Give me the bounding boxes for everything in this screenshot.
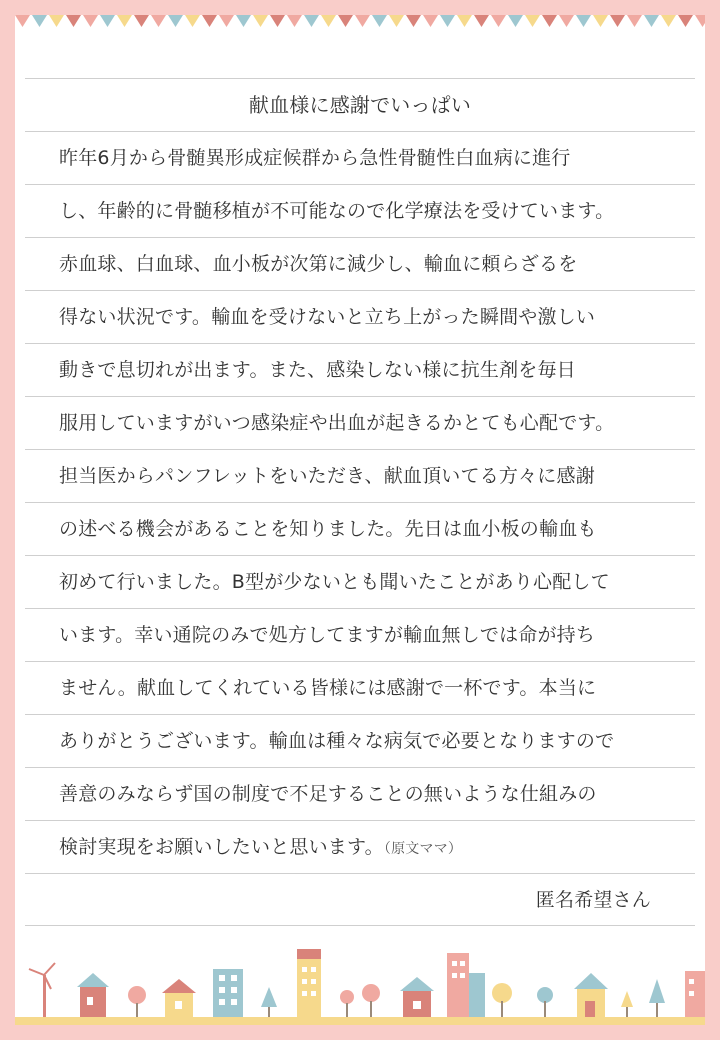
pennant-flag <box>695 15 705 27</box>
letter-line-13: 善意のみならず国の制度で不足することの無いような仕組みの <box>25 767 695 820</box>
pennant-flag <box>219 15 234 27</box>
pennant-flag <box>32 15 47 27</box>
pennant-flag <box>304 15 319 27</box>
letter-line-9: 初めて行いました。B型が少ないとも聞いたことがあり心配して <box>25 555 695 608</box>
pennant-flag <box>593 15 608 27</box>
pennant-flag <box>491 15 506 27</box>
pennant-flag <box>15 15 30 27</box>
bunting-decoration <box>15 15 705 35</box>
pennant-flag <box>457 15 472 27</box>
pennant-flag <box>508 15 523 27</box>
tree-icon <box>492 983 553 1017</box>
pennant-flag <box>49 15 64 27</box>
pennant-flag <box>610 15 625 27</box>
pennant-flag <box>542 15 557 27</box>
pennant-flag <box>270 15 285 27</box>
building-icon <box>685 971 705 1017</box>
letter-line-11: ません。献血してくれている皆様には感謝で一杯です。本当に <box>25 661 695 714</box>
pennant-flag <box>559 15 574 27</box>
pennant-flag <box>627 15 642 27</box>
pennant-flag <box>372 15 387 27</box>
pennant-flag <box>117 15 132 27</box>
original-text-note: （原文ママ） <box>383 841 463 857</box>
letter-line-2: し、年齢的に骨髄移植が不可能なので化学療法を受けています。 <box>25 184 695 237</box>
tower-icon <box>297 949 321 1017</box>
letter-line-12: ありがとうございます。輸血は種々な病気で必要となりますので <box>25 714 695 767</box>
pennant-flag <box>474 15 489 27</box>
tree-icon <box>128 986 146 1017</box>
pine-tree-icon <box>261 987 277 1017</box>
pine-tree-icon <box>621 979 665 1017</box>
pennant-flag <box>83 15 98 27</box>
tree-icon <box>340 984 380 1017</box>
house-icon <box>574 973 608 1017</box>
letter-body <box>25 78 695 926</box>
letter-line-1: 昨年6月から骨髄異形成症候群から急性骨髄性白血病に進行 <box>25 131 695 184</box>
letter-title: 献血様に感謝でいっぱい <box>25 78 695 131</box>
pennant-flag <box>355 15 370 27</box>
pennant-flag <box>321 15 336 27</box>
pennant-flag <box>440 15 455 27</box>
letter-line-3: 赤血球、白血球、血小板が次第に減少し、輸血に頼らざるを <box>25 237 695 290</box>
signature: 匿名希望さん <box>25 873 695 926</box>
pennant-flag <box>389 15 404 27</box>
pennant-flag <box>678 15 693 27</box>
letter-line-5: 動きで息切れが出ます。また、感染しない様に抗生剤を毎日 <box>25 343 695 396</box>
building-icon <box>213 969 243 1017</box>
letter-line-6: 服用していますがいつ感染症や出血が起きるかとても心配です。 <box>25 396 695 449</box>
pennant-flag <box>100 15 115 27</box>
pennant-flag <box>66 15 81 27</box>
letter-line-14-text: 検討実現をお願いしたいと思います。 <box>59 836 384 858</box>
pennant-flag <box>236 15 251 27</box>
pennant-flag <box>253 15 268 27</box>
house-icon <box>400 977 434 1017</box>
pennant-flag <box>406 15 421 27</box>
pennant-flag <box>134 15 149 27</box>
building-icon <box>447 953 485 1017</box>
pennant-flag <box>423 15 438 27</box>
pennant-flag <box>525 15 540 27</box>
letter-line-10: います。幸い通院のみで処方してますが輸血無しでは命が持ち <box>25 608 695 661</box>
pennant-flag <box>168 15 183 27</box>
letter-line-14 <box>25 820 695 873</box>
pennant-flag <box>151 15 166 27</box>
house-icon <box>77 973 109 1017</box>
pennant-flag <box>661 15 676 27</box>
pennant-flag <box>202 15 217 27</box>
letter-card <box>15 15 705 1025</box>
pennant-flag <box>338 15 353 27</box>
pennant-flag <box>644 15 659 27</box>
pennant-flag <box>185 15 200 27</box>
pennant-flag <box>576 15 591 27</box>
townscape-illustration <box>15 945 705 1025</box>
letter-line-7: 担当医からパンフレットをいただき、献血頂いてる方々に感謝 <box>25 449 695 502</box>
pennant-flag <box>287 15 302 27</box>
letter-line-4: 得ない状況です。輸血を受けないと立ち上がった瞬間や激しい <box>25 290 695 343</box>
house-icon <box>162 979 196 1017</box>
windmill-icon <box>29 963 55 1017</box>
letter-line-8: の述べる機会があることを知りました。先日は血小板の輸血も <box>25 502 695 555</box>
